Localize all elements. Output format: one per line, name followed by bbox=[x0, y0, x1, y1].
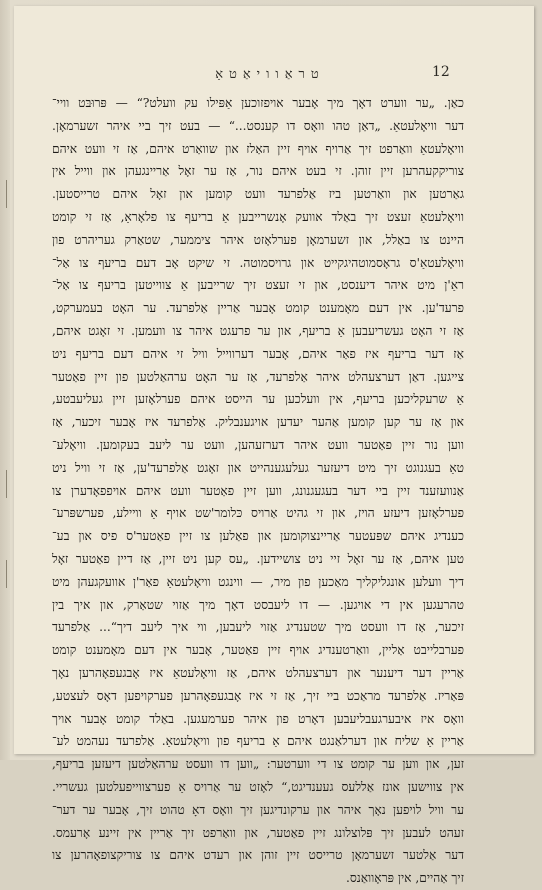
text-line: טאַ בעגנוגט זיך מיט דיעזער געלעגענהייט און זאָגט אַלפרעד'ען, אַז זי וויל ניט bbox=[52, 460, 464, 475]
text-line: פרעד'ען. אין דעם מאָמענט קומט אָבער אַריין אַלפרעד. ער האָט בעמערקט, bbox=[52, 301, 464, 316]
text-line: טהרעגען אין די אויגען. — דו ליעבסט דאָך מיך אַזוי שטאַרק, און איך בין bbox=[52, 597, 464, 612]
text-line: אין צווישען אונז אַללעס געענדיגט,“ לאָזט ער אַרויס אַ פערצווייפעלטען געשריי. bbox=[52, 779, 464, 794]
text-line: פערלאָזען דיעזע הויז, און זי גהיט אַרויס כּלומר'שט אויף אַ וויילע, פערשפּרע־ bbox=[52, 506, 464, 521]
body-text bbox=[52, 92, 464, 890]
text-line: פּאַריז. אַלפרעד מראַכט ביי זיך, אַז זי איז אָבגעפאָהרען פערקויפען דאָס לעצטע, bbox=[52, 688, 464, 703]
text-line-last: זיך אַהיים, אין פּראָוואַנס. bbox=[345, 871, 464, 886]
text-line: וויאָלעטאַ'ס גראָסמוטהיגקייט און גרויסמוטה. זי שיקט אָב דעם בריעף צו אַל־ bbox=[52, 255, 464, 270]
text-line: גאַרטען און וואַרטען ביז אַלפרעד וועט קומען און זאָל איהם טרייסטען. bbox=[52, 187, 464, 202]
text-line: און אַז ער קען קומען אַהער יעדען אויגענבליק. אַלפרעד איז אָבער זיכער, אַז bbox=[52, 415, 464, 430]
binding-gutter bbox=[0, 0, 10, 760]
text-line: צוריקקעהרען זיין זוהן. זי בעט איהם נור, אַז ער זאָל אַריינגעהן און ווייל אין bbox=[52, 164, 464, 179]
text-line: ווען נור זיין פאַטער וועט איהר דערזעהען, וועט ער ליעב בעקומען. וויאָלע־ bbox=[52, 437, 464, 452]
text-line: אַנוועזענד זיין ביי דער בעגעגנונג, ווען זיין פאַטער וועט איהם אויפפאָדערן צו bbox=[52, 483, 464, 498]
text-line: ער וויל לויפען נאָך איהר און ערקונדיגען זיך וואָס דאָ טהוט זיך, אָבער ער דער־ bbox=[52, 802, 464, 817]
text-line: אַ שרעקליכען בריעף, אין וועלכען ער הייסט איהם פערלאָזען זיין געליעבטע, bbox=[52, 392, 464, 407]
binding-stitch bbox=[6, 470, 11, 498]
text-line: דער אַלטער זשערמאָן טרייסט זיין זוהן און רעדט איהם צו צוריקצופאָהרען צו bbox=[52, 848, 464, 863]
text-line: ראַ'ן מיט איהר דיענסט, און זי זעצט זיך שרייבען אַ צווייטען בריעף צו אַל־ bbox=[52, 278, 464, 293]
text-line: כענדיג איהם שפּעטער אַריינצוקומען און פאַלען צו זיין פאַטער'ס פיס און בע־ bbox=[52, 529, 464, 544]
text-line: דיך וועלען אונגליקליך מאַכען פון מיר, — ווינגט וויאָלעטאַ פאַר'ן אוועקגעהן מיט bbox=[52, 574, 464, 589]
text-line: פערבלייבט אַליין, וואַרטענדיג אויף זיין פאַטער, אָבער אין דעם מאָמענט קומט bbox=[52, 643, 464, 658]
text-line: אַז זי האָט געשריעבען אַ בריעף, און ער פרעגט איהר צו וועמען. זי זאָגט איהם, bbox=[52, 323, 464, 338]
text-line: וויאָלעטאַ וואַרפט זיך אַרויף אויף זיין האַלז און שוואַרט איהם, אַז זי וועט איהם bbox=[52, 141, 464, 156]
text-line: וויאָלעטאַ זעצט זיך באַלד אוועק אָנשרייבען אַ בריעף צו פלאָראַ, אַז זי קומט bbox=[52, 209, 464, 224]
text-line: אַריין דער דיענער און דערצעהלט איהם, אַז וויאָלעטאַ איז אָבגעפאָהרען נאָך bbox=[52, 665, 464, 680]
binding-stitch bbox=[6, 180, 11, 208]
text-line: היינט צו באַלל, און זשערמאָן פערלאָזט איהר ציממער, שטאַרק געריהרט פון bbox=[52, 232, 464, 247]
text-line: אַריין אַ שליח און דערלאַנגט איהם אַ בריעף פון וויאָלעטאַ. אַלפרעד נעהמט לע־ bbox=[52, 734, 464, 749]
text-line: דער וויאָלעטאַ. „דאַן טהו וואָס דו קענסט...“ — בעט זיך ביי איהר זשערמאָן. bbox=[52, 118, 464, 133]
text-line: זעהט לעבען זיך פּלוצלונג זיין פאַטער, און וואַרפט זיך אַריין אין זיינע אָרעמס. bbox=[52, 825, 464, 840]
text-line: זען, און ווען ער קומט צו די ווערטער: „ווען דו וועסט ערהאַלטען דיעזען בריעף, bbox=[52, 757, 464, 772]
text-line: צייגען. דאַן דערצעהלט איהר אַלפרעד, אַז ער האָט ערהאַלטען פון זיין פאַטער bbox=[52, 369, 464, 384]
text-line: טען איהם, אַז ער זאָל זיי ניט צושיידען. „עס קען ניט זיין, אַז דיין פאַטער זאָל bbox=[52, 551, 464, 566]
running-title: טראַוויאַטאַ bbox=[215, 67, 325, 82]
text-line: אַז דער בריעף איז פאַר איהם, אָבער דערווייל וויל זי איהם דעם בריעף ניט bbox=[52, 346, 464, 361]
page-number: 12 bbox=[432, 64, 450, 80]
text-line: וואָס איז איבערגעבליעבען דאָרט פון איהר פערמעגען. באַלד קומט אָבער אויך bbox=[52, 711, 464, 726]
binding-stitch bbox=[6, 560, 11, 588]
text-line: זיכער, אַז דו וועסט מיך שטענדיג אַזוי ליעבען, ווי איך ליעב דיך“... אַלפרעד bbox=[52, 620, 464, 635]
text-line: כאַן. „ער ווערט דאָך מיך אָבער אויפזוכען אַפּילו עק וועלט?“ — פּרוּבּט וויי־ bbox=[52, 96, 464, 110]
